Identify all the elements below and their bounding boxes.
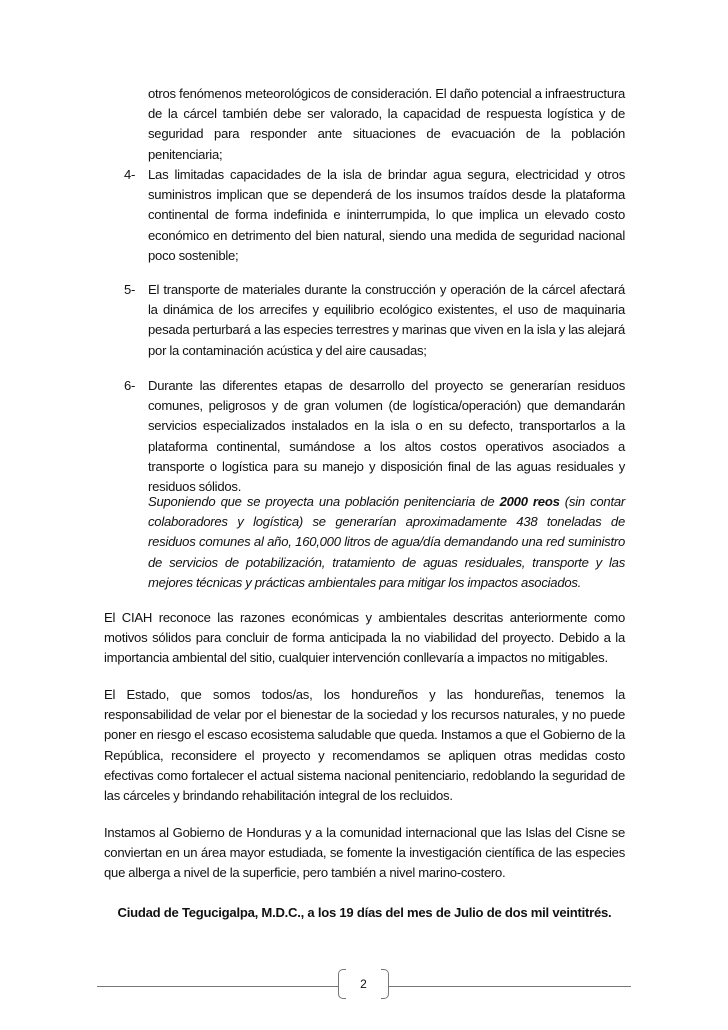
italic-note-after: (sin contar colaboradores y logística) se generarían aproximadamente 438 toneladas de residuos comunes al año, 160,000 litros de agua/día demandando una red suministro de servicios de potabilización, tratamiento de aguas residuales, transporte y las mejores técnicas y prácticas ambientales para mitigar los impactos asociados.: [148, 494, 625, 590]
page-number-bracket-right: [381, 969, 389, 999]
list-item: [124, 165, 625, 266]
continuation-paragraph: otros fenómenos meteorológicos de consideración. El daño potencial a infraestructura de la cárcel también debe ser valorado, la capacidad de respuesta logística y de seguridad para responder ante situaciones de evacuación de la población penitenciaria;: [148, 86, 625, 162]
list-item-number: 5-: [124, 282, 136, 297]
closing-line: Ciudad de Tegucigalpa, M.D.C., a los 19 días del mes de Julio de dos mil veintitrés.: [117, 905, 612, 920]
page-number-bracket-left: [338, 969, 346, 999]
footer-rule-left: [97, 986, 339, 987]
footer-rule-right: [388, 986, 631, 987]
list-item-number: 4-: [124, 167, 136, 182]
list-item-number: 6-: [124, 378, 136, 393]
page-number: 2: [360, 977, 367, 991]
list-item: [124, 376, 625, 497]
list-item-text: Las limitadas capacidades de la isla de brindar agua segura, electricidad y otros suministros implican que se dependerá de los insumos traídos desde la plataforma continental de forma indefinida e ininterrumpida, lo que implica un elevado costo económico en detrimento del bien natural, siendo una medida de seguridad nacional poco sostenible;: [148, 167, 625, 263]
body-paragraph: El CIAH reconoce las razones económicas y ambientales descritas anteriormente como motivos sólidos para concluir de forma anticipada la no viabilidad del proyecto. Debido a la importancia ambiental del sitio, cualquier intervención conllevaría a impactos no mitigables.: [104, 610, 625, 666]
list-item-text: El transporte de materiales durante la construcción y operación de la cárcel afectará la dinámica de los arrecifes y equilibrio ecológico existentes, el uso de maquinaria pesada perturbará a las especies terrestres y marinas que viven en la isla y las alejará por la contaminación acústica y del aire causadas;: [148, 282, 625, 358]
list-item-text: Durante las diferentes etapas de desarrollo del proyecto se generarían residuos comunes, peligrosos y de gran volumen (de logística/operación) que demandarán servicios especializados instalados en la isla o en su defecto, transportarlos a la plataforma continental, sumándose a los altos costos operativos asociados a transporte o logística para su manejo y disposición final de las aguas residuales y residuos sólidos.: [148, 378, 625, 495]
body-paragraph: El Estado, que somos todos/as, los hondureños y las hondureñas, tenemos la responsabilidad de velar por el bienestar de la sociedad y los recursos naturales, y no puede poner en riesgo el escaso ecosistema saludable que queda. Instamos a que el Gobierno de la República, reconsidere el proyecto y recomendamos se apliquen otras medidas costo efectivas como fortalecer el actual sistema nacional penitenciario, redoblando la seguridad de las cárceles y brindando rehabilitación integral de los recluidos.: [104, 687, 625, 804]
italic-note-before: Suponiendo que se proyecta una población penitenciaria de: [148, 494, 500, 509]
italic-note-bold: 2000 reos: [499, 494, 560, 509]
list-item: [124, 280, 625, 361]
italic-note: [148, 492, 625, 593]
body-paragraph: Instamos al Gobierno de Honduras y a la comunidad internacional que las Islas del Cisne se conviertan en un área mayor estudiada, se fomente la investigación científica de las especies que alberga a nivel de la superficie, pero también a nivel marino-costero.: [104, 825, 625, 881]
